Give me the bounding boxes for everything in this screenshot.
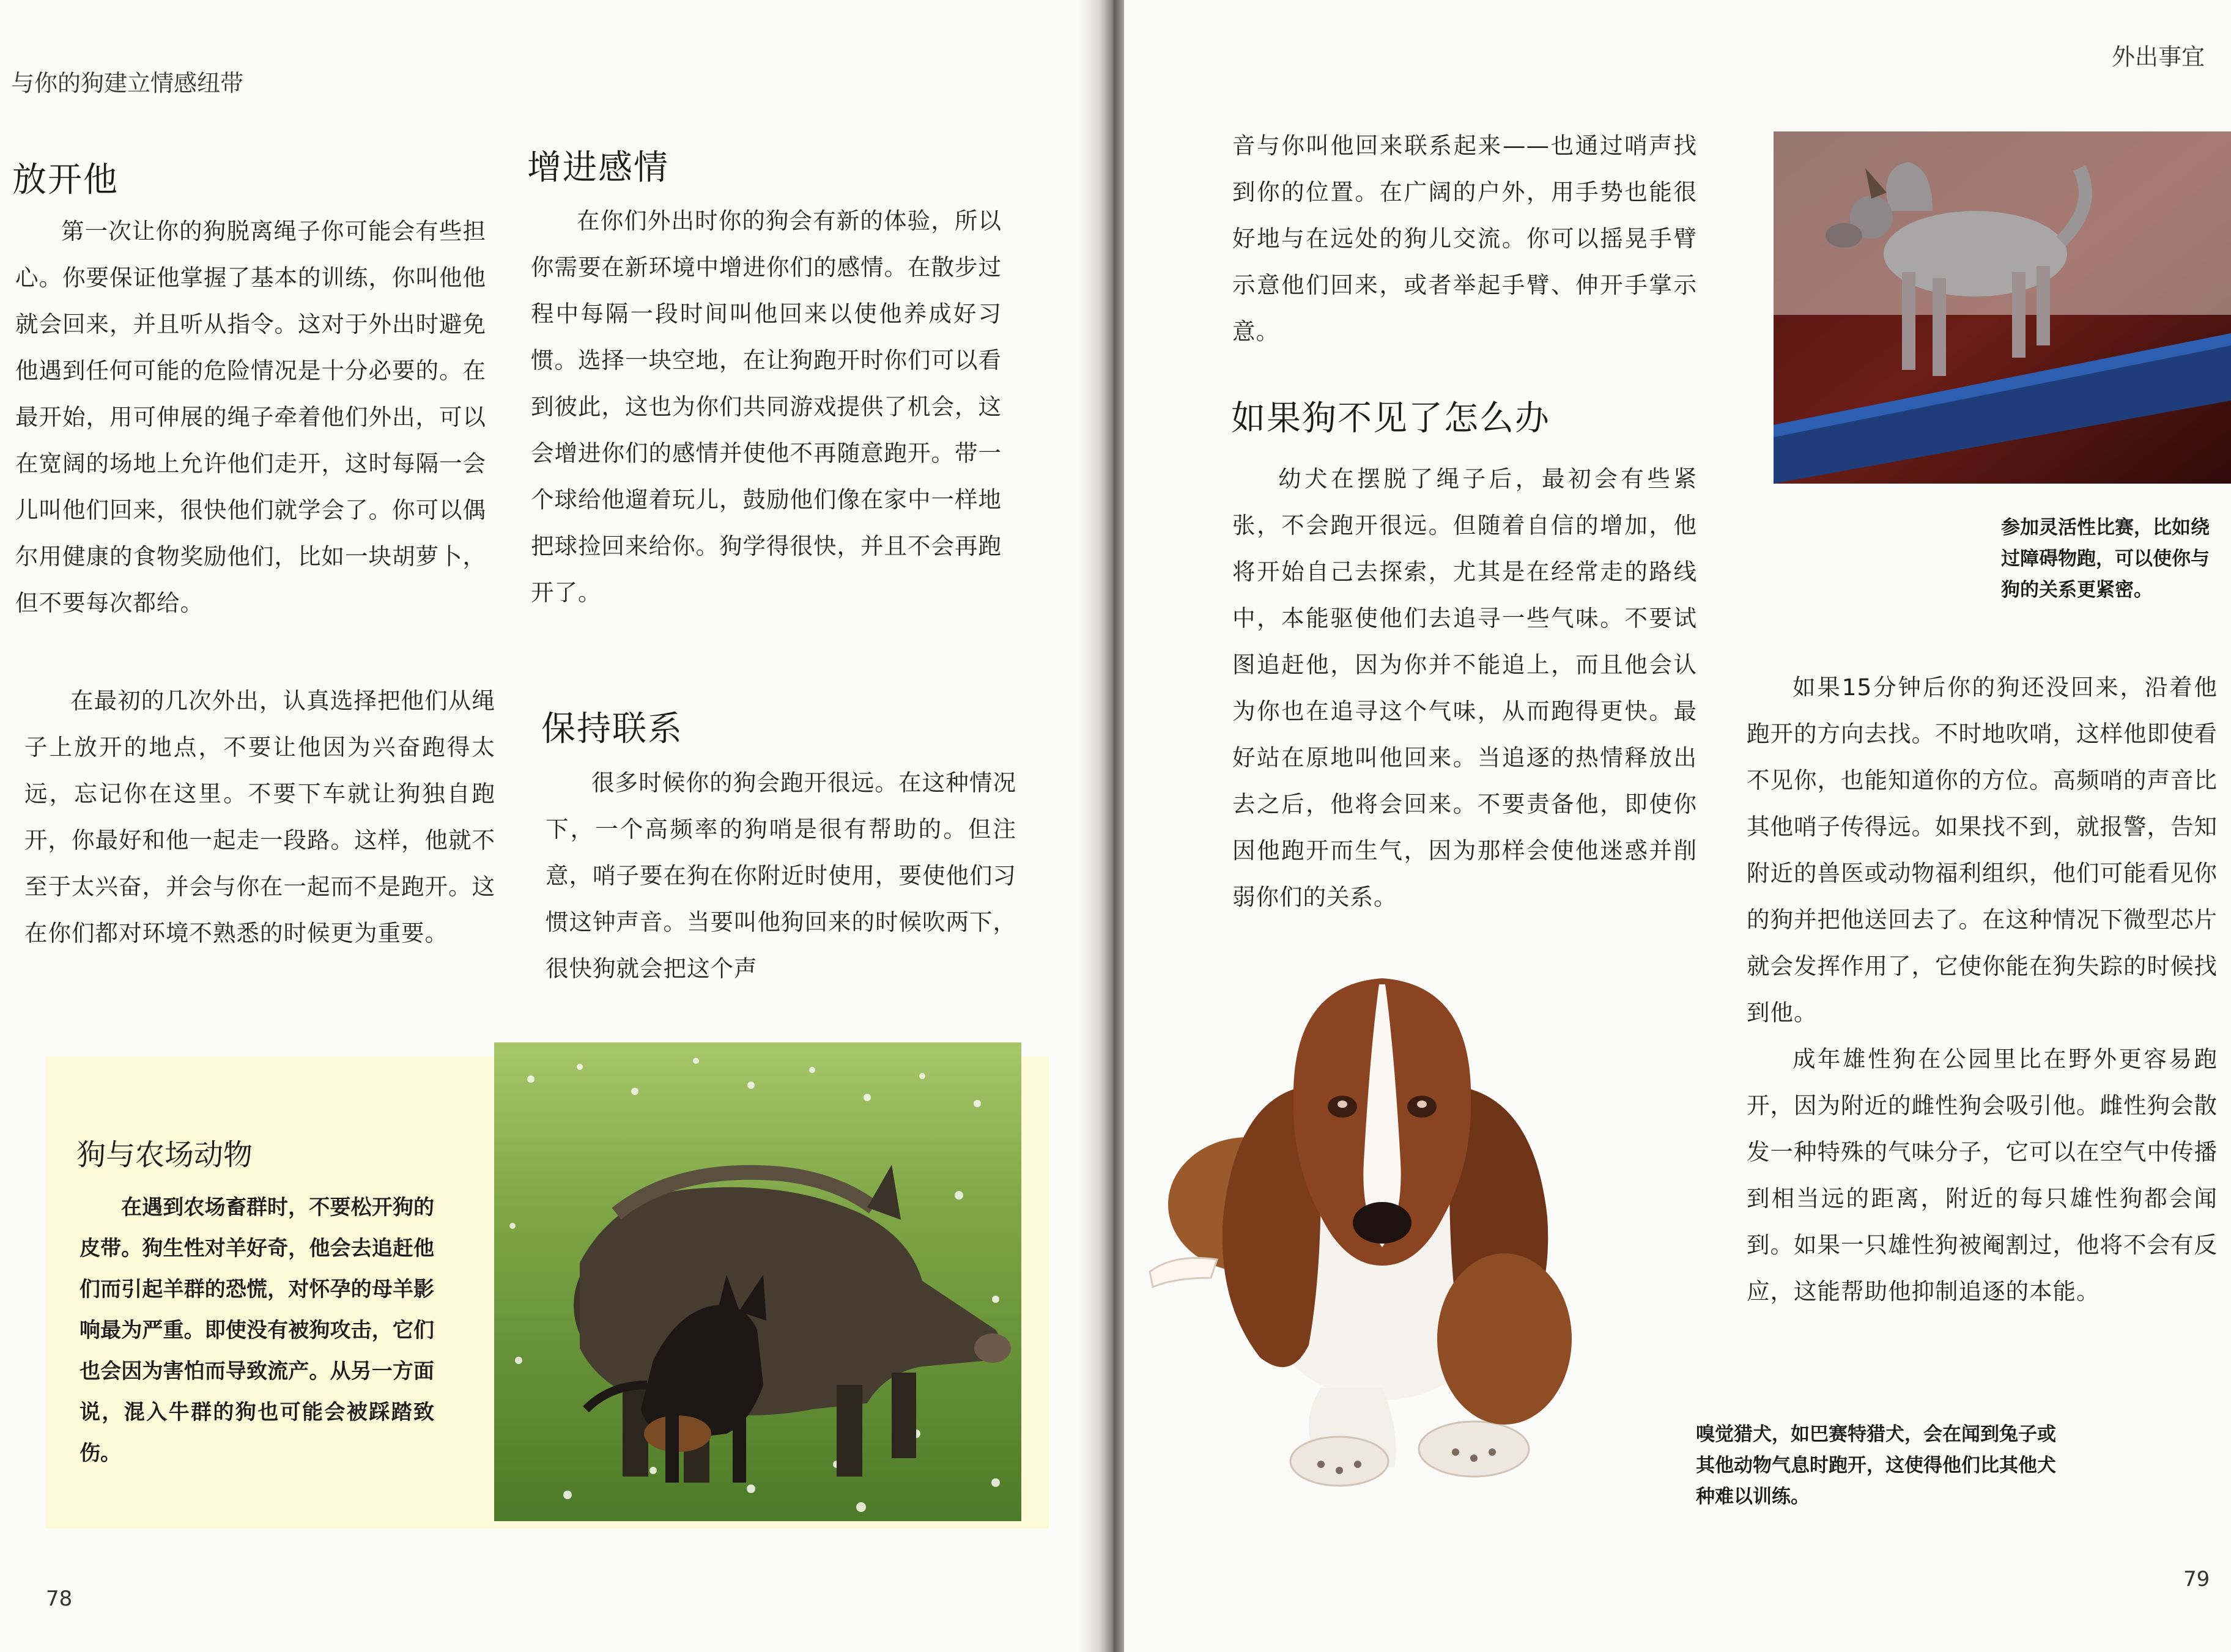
paragraph-continued: 音与你叫他回来联系起来——也通过哨声找到你的位置。在广阔的户外，用手势也能很好地与在远处的狗儿交流。你可以摇晃手臂示意他们回来，或者举起手臂、伸开手掌示意。 bbox=[1232, 132, 1697, 345]
paragraph-contact: 很多时候你的狗会跑开很远。在这种情况下，一个高频率的狗哨是很有帮助的。但注意，哨子要在狗在你附近时使用，要使他们习惯这钟声音。当要叫他狗回来的时候吹两下，很快狗就会把这个声 bbox=[546, 769, 1016, 982]
left-page bbox=[0, 0, 1095, 1652]
heading-let-go: 放开他 bbox=[12, 160, 119, 200]
heading-lost-dog: 如果狗不见了怎么办 bbox=[1231, 399, 1550, 438]
farm-box-title: 狗与农场动物 bbox=[76, 1138, 253, 1172]
caption-agility: 参加灵活性比赛，比如绕过障碍物跑，可以使你与狗的关系更紧密。 bbox=[2001, 517, 2210, 601]
paragraph-bond: 在你们外出时你的狗会有新的体验，所以你需要在新环境中增进你们的感情。在散步过程中每隔一段时间叫他回来以使他养成好习惯。选择一块空地，在让狗跑开时你们可以看到彼此，这也为你们共同游戏提供了机会，这会增进你们的感情并使他不再随意跑开。带一个球给他遛着玩儿，鼓励他们像在家中一样地把球捡回来给你。狗学得很快，并且不会再跑开了。 bbox=[531, 207, 1002, 606]
page-number-left: 78 bbox=[46, 1587, 73, 1611]
agility-dog-photo bbox=[1774, 131, 2231, 484]
farm-box-text: 在遇到农场畜群时，不要松开狗的皮带。狗生性对羊好奇，他会去追赶他们而引起羊群的恐慌，对怀孕的母羊影响最为严重。即使没有被狗攻击，它们也会因为害怕而导致流产。从另一方面说，混入牛群的狗也可能会被踩踏致伤。 bbox=[80, 1195, 434, 1466]
boar-and-dog-photo bbox=[494, 1042, 1021, 1521]
caption-basset-hound: 嗅觉猎犬，如巴赛特猎犬，会在闻到兔子或其他动物气息时跑开，这使得他们比其他犬种难以训练。 bbox=[1696, 1423, 2056, 1508]
paragraph-let-go-1: 第一次让你的狗脱离绳子你可能会有些担心。你要保证他掌握了基本的训练，你叫他他就会回来，并且听从指令。这对于外出时避免他遇到任何可能的危险情况是十分必要的。在最开始，用可伸展的绳子牵着他们外出，可以在宽阔的场地上允许他们走开，这时每隔一会儿叫他们回来，很快他们就学会了。你可以偶尔用健康的食物奖励他们，比如一块胡萝卜，但不要每次都给。 bbox=[15, 218, 486, 616]
paragraph-let-go-2: 在最初的几次外出，认真选择把他们从绳子上放开的地点，不要让他因为兴奋跑得太远，忘记你在这里。不要下车就让狗独自跑开，你最好和他一起走一段路。这样，他就不至于太兴奋，并会与你在一起而不是跑开。这在你们都对环境不熟悉的时候更为重要。 bbox=[24, 687, 495, 946]
paragraph-search: 如果15分钟后你的狗还没回来，沿着他跑开的方向去找。不时地吹哨，这样他即使看不见你，也能知道你的方位。高频哨的声音比其他哨子传得远。如果找不到，就报警，告知附近的兽医或动物福利组织，他们可能看见你的狗并把他送回去了。在这种情况下微型芯片就会发挥作用了，它使你能在狗失踪的时候找到他。 bbox=[1747, 674, 2218, 1026]
paragraph-lost-dog: 幼犬在摆脱了绳子后，最初会有些紧张，不会跑开很远。但随着自信的增加，他将开始自己去探索，尤其是在经常走的路线中，本能驱使他们去追寻一些气味。不要试图追赶他，因为你并不能追上，而且他会认为你也在追寻这个气味，从而跑得更快。最好站在原地叫他回来。当追逐的热情释放出去之后，他将会回来。不要责备他，即使你因他跑开而生气，因为那样会使他迷惑并削弱你们的关系。 bbox=[1232, 465, 1697, 910]
page-number-right: 79 bbox=[2183, 1567, 2210, 1591]
paragraph-male-dogs: 成年雄性狗在公园里比在野外更容易跑开，因为附近的雌性狗会吸引他。雌性狗会散发一种特殊的气味分子，它可以在空气中传播到相当远的距离，附近的每只雄性狗都会闻到。如果一只雄性狗被阉割过，他将不会有反应，这能帮助他抑制追逐的本能。 bbox=[1747, 1045, 2218, 1305]
heading-contact: 保持联系 bbox=[541, 709, 683, 749]
heading-bond: 增进感情 bbox=[527, 148, 669, 188]
right-page bbox=[1124, 0, 2231, 1652]
running-head-right: 外出事宜 bbox=[2112, 43, 2205, 70]
running-head-left: 与你的狗建立情感纽带 bbox=[11, 70, 244, 97]
basset-hound-photo bbox=[1138, 960, 1627, 1528]
